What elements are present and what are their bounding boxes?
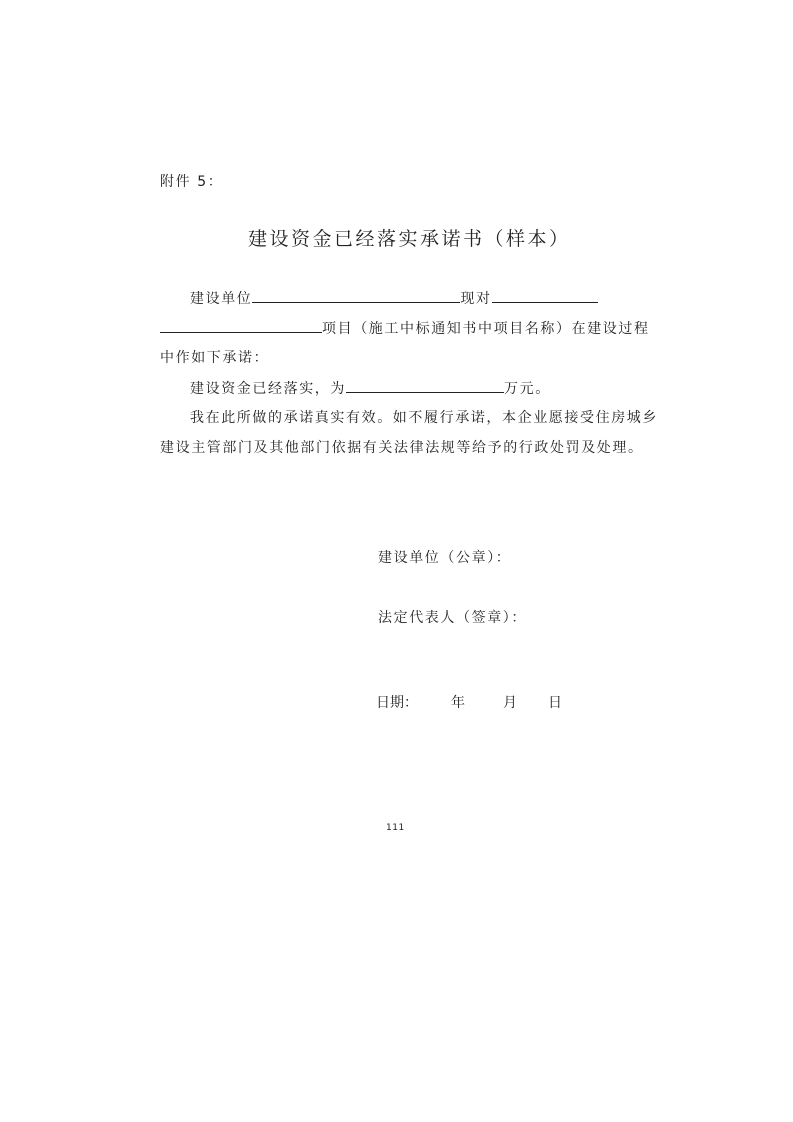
body-line-2: [160, 318, 650, 339]
amount-blank[interactable]: [346, 378, 504, 393]
legal-rep-label: 法定代表人（签章）：: [378, 610, 527, 626]
day-label: 日: [548, 695, 562, 711]
year-label: 年: [451, 695, 465, 711]
body-line-4: [190, 378, 551, 399]
unit-seal-label: 建设单位（公章）：: [378, 550, 512, 566]
funds-text: 建设资金已经落实，为: [190, 381, 346, 397]
construction-unit-label: 建设单位: [190, 291, 253, 307]
attachment-label: 附件 5：: [160, 174, 224, 190]
project-text: 项目（施工中标通知书中项目名称）在建设过程: [322, 321, 650, 337]
body-line-3: 中作如下承诺：: [160, 350, 270, 366]
body-line-6: 建设主管部门及其他部门依据有关法律法规等给予的行政处罚及处理。: [160, 440, 644, 456]
document-title: 建设资金已经落实承诺书（样本）: [248, 228, 571, 250]
construction-unit-blank[interactable]: [252, 288, 460, 303]
now-label: 现对: [460, 291, 492, 307]
project-name-blank[interactable]: [160, 318, 322, 333]
date-label: 日期：: [376, 695, 418, 711]
recipient-blank[interactable]: [492, 288, 598, 303]
body-line-5: 我在此所做的承诺真实有效。如不履行承诺，本企业愿接受住房城乡: [190, 410, 658, 426]
body-line-1: [190, 288, 598, 309]
page-number: 111: [386, 823, 405, 833]
month-label: 月: [503, 695, 517, 711]
currency-unit: 万元。: [504, 381, 551, 397]
